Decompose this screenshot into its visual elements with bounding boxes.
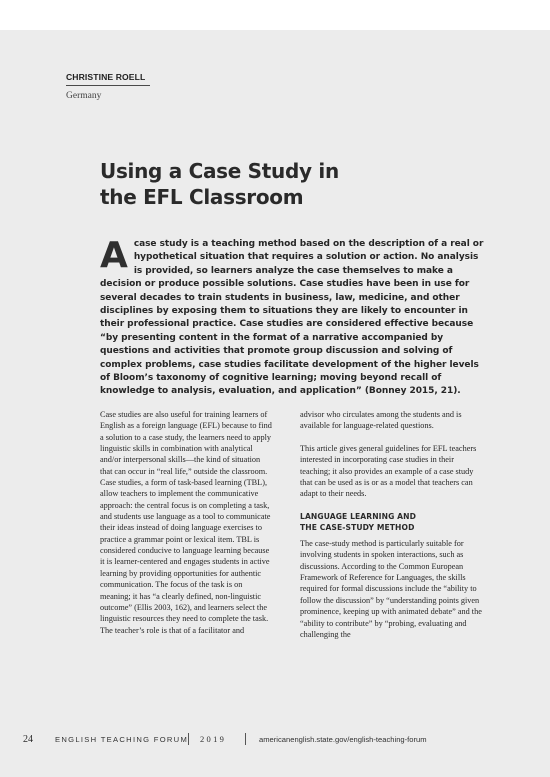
lead-paragraph <box>100 235 484 399</box>
section-heading <box>300 511 485 533</box>
page-background <box>0 30 550 777</box>
section-heading-line-1: LANGUAGE LEARNING AND <box>300 512 416 522</box>
publication-year: 2019 <box>200 734 227 744</box>
author-block <box>66 72 150 101</box>
title-line-2: the EFL Classroom <box>100 185 304 209</box>
body-paragraph: The case-study method is particularly suitable for involving students in spoken interactions, such as discussions. According to the Common European Framework of Reference for Languages, the skills required for formal discussions include the “ability to follow the discussion” by “understanding points given prominence, keeping up with animated debate” and the “ability to contribute” by “probing, evaluating and challenging the <box>300 539 482 639</box>
page-number: 24 <box>23 734 33 745</box>
title-line-1: Using a Case Study in <box>100 159 339 183</box>
body-paragraph: advisor who circulates among the students and is available for language-related questions. <box>300 410 462 431</box>
author-country: Germany <box>66 91 102 101</box>
footer-divider <box>245 733 246 745</box>
journal-url: americanenglish.state.gov/english-teaching-forum <box>259 735 427 744</box>
author-name: CHRISTINE ROELL <box>66 72 150 86</box>
page-footer <box>0 734 550 746</box>
footer-divider <box>188 733 189 745</box>
journal-name: ENGLISH TEACHING FORUM <box>55 735 189 744</box>
body-column-left <box>100 409 274 636</box>
section-heading-line-2: THE CASE-STUDY METHOD <box>300 523 415 533</box>
article-title <box>100 158 440 210</box>
lead-text: case study is a teaching method based on the description of a real or hypothetical situation that requires a solution or action. No analysis is provided, so learners analyze the case themselves to make a decision or produce possible solutions. Case studies have been in use for several decades to train students in business, law, medicine, and other disciplines by exposing them to situations they are likely to encounter in their professional practice. Case studies are considered effective because “by presenting content in the format of a narrative accompanied by questions and activities that promote group discussion and solving of complex problems, case studies facilitate development of the higher levels of Bloom’s taxonomy of cognitive learning; moving beyond recall of knowledge to analysis, evaluation, and application” (Bonney 2015, 21). <box>100 239 484 397</box>
body-column-right <box>300 409 485 640</box>
drop-cap: A <box>100 235 128 276</box>
body-paragraph: Case studies are also useful for training learners of English as a foreign language (EFL) because to find a solution to a case study, the learners need to apply linguistic skills in combination with analytical and/or interpersonal skills—the kind of situation that can occur in “real life,” outside the classroom. Case studies, a form of task-based learning (TBL), allow teachers to implement the communicative approach: the central focus is on completing a task, and students use language as a tool to communicate their ideas instead of doing language exercises to practice a grammar point or lexical item. TBL is considered conducive to language learning because it is learner-centered and engages students in active learning by providing opportunities for authentic communication. The focus of the task is on meaning; it has “a clearly defined, non-linguistic outcome” (Ellis 2003, 162), and learners select the linguistic resources they need to complete the task. The teacher’s role is that of a facilitator and <box>100 410 272 635</box>
body-paragraph: This article gives general guidelines for EFL teachers interested in incorporating case studies in their teaching; it also provides an example of a case study that can be used as is or as a model that teachers can adapt to their needs. <box>300 444 477 499</box>
